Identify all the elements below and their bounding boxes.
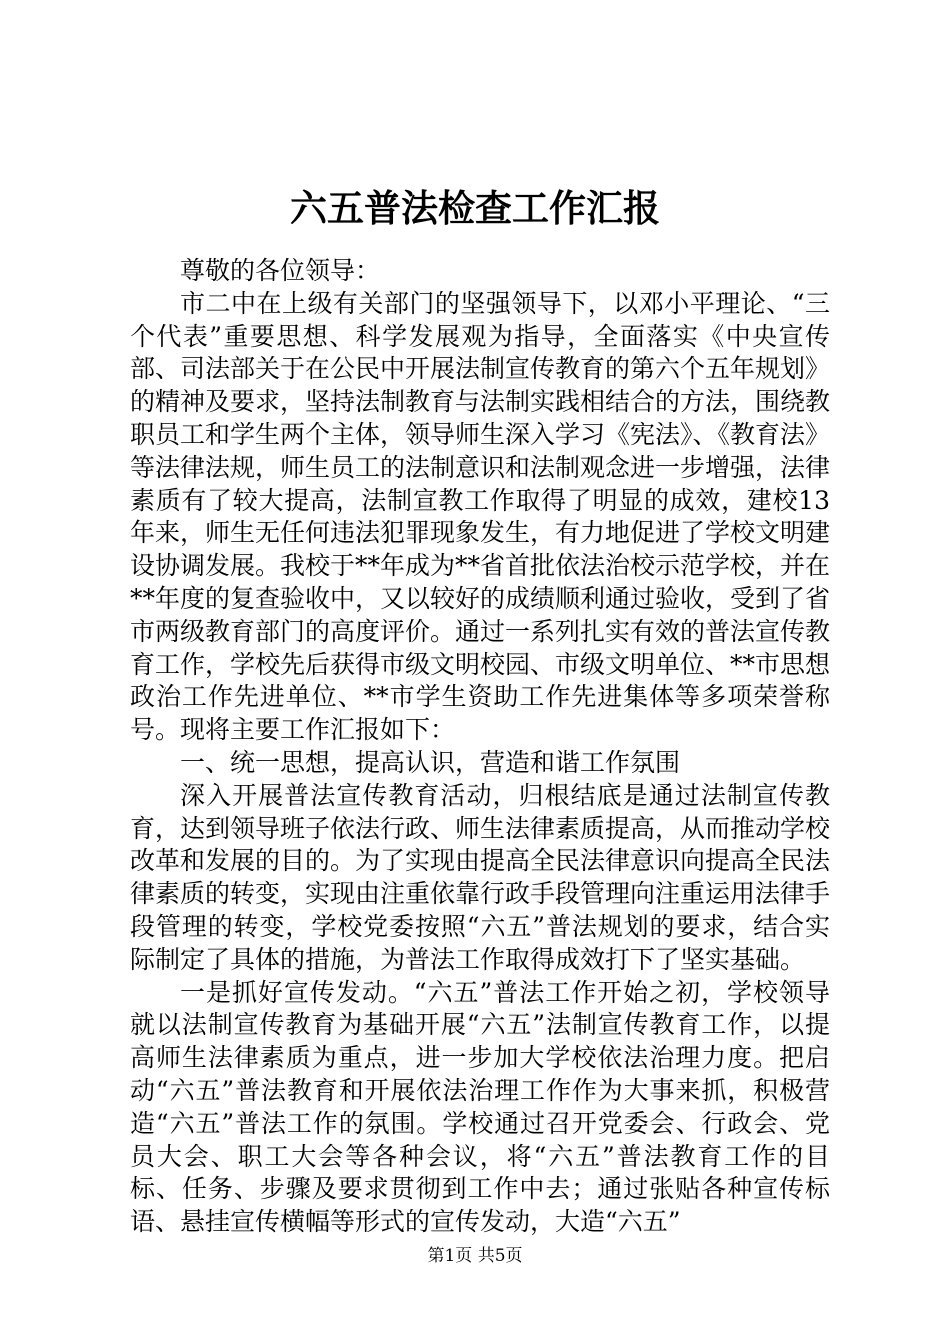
- paragraph-section-1: 深入开展普法宣传教育活动，归根结底是通过法制宣传教育，达到领导班子依法行政、师生法律素质提高，从而推动学校改革和发展的目的。为了实现由提高全民法律意识向提高全民法律素质的转变，实现由注重依靠行政手段管理向注重运用法律手段管理的转变，学校党委按照“六五”普法规划的要求，结合实际制定了具体的措施，为普法工作取得成效打下了坚实基础。: [130, 780, 831, 974]
- paragraph-intro: 市二中在上级有关部门的坚强领导下，以邓小平理论、“三个代表”重要思想、科学发展观为指导，全面落实《中央宣传部、司法部关于在公民中开展法制宣传教育的第六个五年规划》的精神及要求，坚持法制教育与法制实践相结合的方法，围绕教职员工和学生两个主体，领导师生深入学习《宪法》、《教育法》等法律法规，师生员工的法制意识和法制观念进一步增强，法律素质有了较大提高，法制宣教工作取得了明显的成效，建校13年来，师生无任何违法犯罪现象发生，有力地促进了学校文明建设协调发展。我校于**年成为**省首批依法治校示范学校，并在**年度的复查验收中，又以较好的成绩顺利通过验收，受到了省市两级教育部门的高度评价。通过一系列扎实有效的普法宣传教育工作，学校先后获得市级文明校园、市级文明单位、**市思想政治工作先进单位、**市学生资助工作先进集体等多项荣誉称号。现将主要工作汇报如下：: [130, 288, 831, 745]
- section-heading-1: 一、统一思想，提高认识，营造和谐工作氛围: [180, 747, 681, 777]
- paragraph-publicity: 一是抓好宣传发动。“六五”普法工作开始之初，学校领导就以法制宣传教育为基础开展“六五”法制宣传教育工作，以提高师生法律素质为重点，进一步加大学校依法治理力度。把启动“六五”普法教育和开展依法治理工作作为大事来抓，积极营造“六五”普法工作的氛围。学校通过召开党委会、行政会、党员大会、职工大会等各种会议，将“六五”普法教育工作的目标、任务、步骤及要求贯彻到工作中去；通过张贴各种宣传标语、悬挂宣传横幅等形式的宣传发动，大造“六五”: [130, 977, 830, 1237]
- document-body: [130, 255, 830, 1239]
- salutation: 尊敬的各位领导：: [180, 256, 381, 285]
- document-title: 六五普法检查工作汇报: [290, 186, 660, 230]
- page-footer: 第1页 共5页: [427, 1246, 523, 1266]
